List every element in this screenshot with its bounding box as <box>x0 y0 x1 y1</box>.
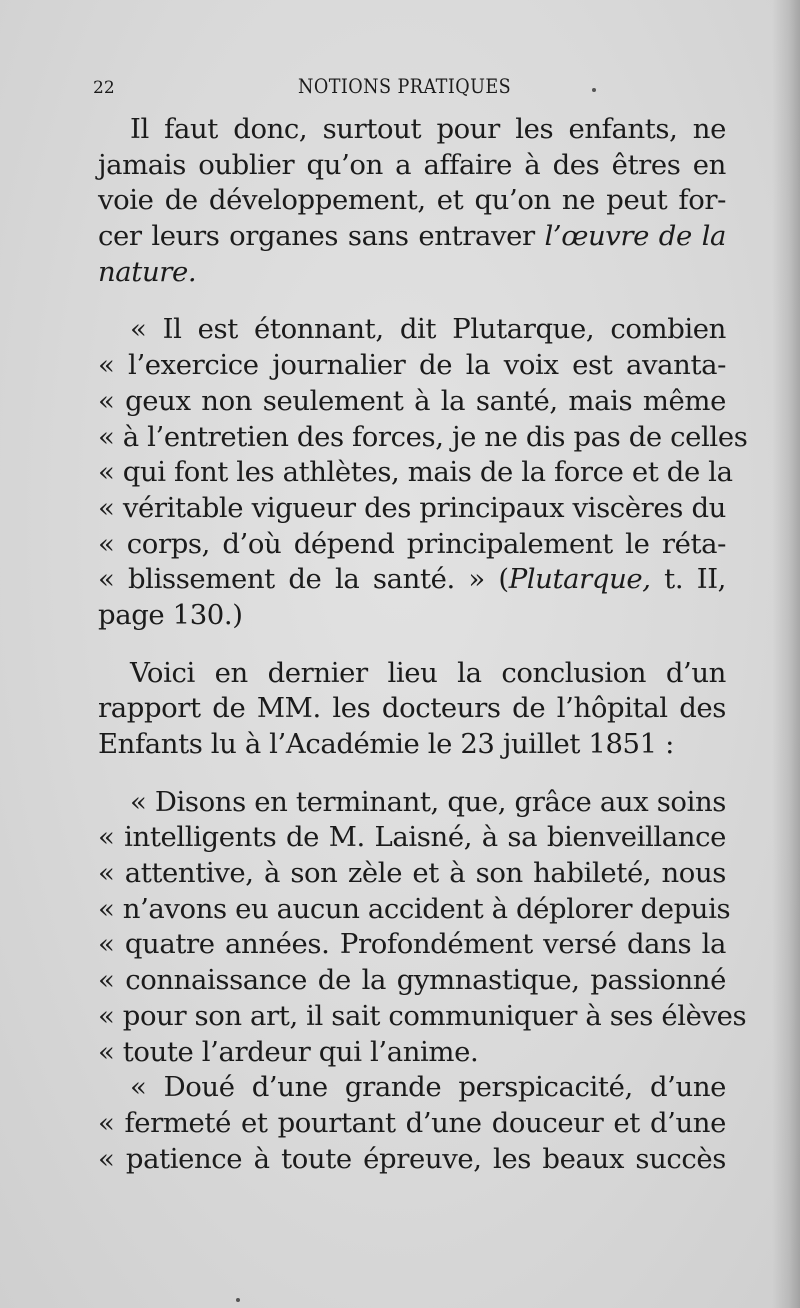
text-line: « Doué d’une grande perspicacité, d’une <box>130 1071 726 1104</box>
text-line: « quatre années. Profondément versé dans la <box>98 928 726 961</box>
text-line: « attentive, à son zèle et à son habileté, nous <box>98 857 726 890</box>
quotation-paragraph <box>98 785 747 1178</box>
text-line: cer leurs organes sans entraver l’œuvre de la <box>98 220 727 253</box>
text-line: « patience à toute épreuve, les beaux succès <box>98 1142 726 1175</box>
text-line: « véritable vigueur des principaux viscères du <box>98 491 726 524</box>
text-line: « Il est étonnant, dit Plutarque, combien <box>130 313 726 346</box>
text-line: voie de développement, et qu’on ne peut for- <box>98 184 726 217</box>
quotation-paragraph <box>98 312 748 633</box>
text-line: rapport de MM. les docteurs de l’hôpital des <box>98 692 726 725</box>
page-edge-shadow <box>772 0 800 1308</box>
ink-speck <box>592 88 596 92</box>
text-line: « corps, d’où dépend principalement le réta- <box>98 527 726 560</box>
text-line: « connaissance de la gymnastique, passionné <box>98 964 726 997</box>
body-text <box>98 112 748 1177</box>
text-line: « blissement de la santé. » (Plutarque, t. II, <box>98 563 726 596</box>
text-line: « l’exercice journalier de la voix est avanta- <box>98 349 726 382</box>
text-line: page 130.) <box>98 598 243 631</box>
ink-speck <box>236 1298 240 1302</box>
text-line: « n’avons eu aucun accident à déplorer depuis <box>98 892 731 925</box>
text-line: « Disons en terminant, que, grâce aux soins <box>130 785 726 818</box>
text-line: « geux non seulement à la santé, mais même <box>98 384 726 417</box>
text-line: jamais oublier qu’on a affaire à des êtres en <box>98 148 726 181</box>
text-line: Enfants lu à l’Académie le 23 juillet 1851 : <box>98 728 674 760</box>
text-line: « fermeté et pourtant d’une douceur et d’une <box>98 1106 726 1139</box>
text-line: « à l’entretien des forces, je ne dis pas de celles <box>98 420 748 453</box>
running-title: NOTIONS PRATIQUES <box>298 74 512 98</box>
text-line: « pour son art, il sait communiquer à ses élèves <box>98 999 747 1032</box>
text-line: Voici en dernier lieu la conclusion d’un <box>130 656 726 689</box>
text-line: « intelligents de M. Laisné, à sa bienveillance <box>98 821 726 854</box>
paragraph <box>98 656 726 763</box>
page-header <box>93 72 623 102</box>
text-line: nature. <box>98 255 197 288</box>
text-line: « toute l’ardeur qui l’anime. <box>98 1035 479 1068</box>
paragraph <box>98 112 726 290</box>
text-line: « qui font les athlètes, mais de la force et de la <box>98 456 733 489</box>
page-number: 22 <box>93 78 115 98</box>
text-line: Il faut donc, surtout pour les enfants, ne <box>130 113 726 145</box>
